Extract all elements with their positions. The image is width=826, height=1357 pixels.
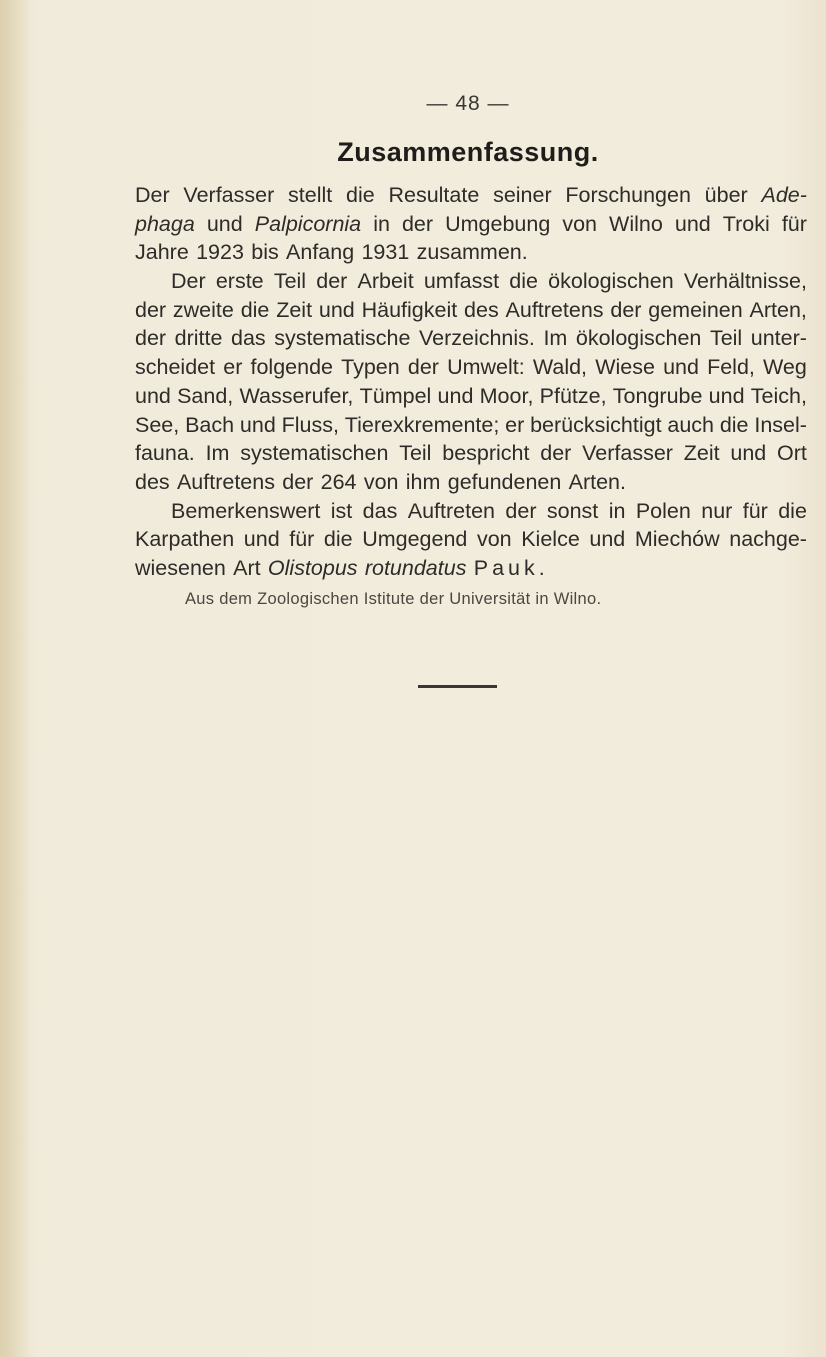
summary-body [135, 181, 807, 583]
word: ökologischen [548, 269, 674, 294]
institute-footnote: Aus dem Zoologischen Istitute der Universität in Wilno. [185, 590, 602, 608]
text-line-1 [135, 181, 807, 210]
word: zusammen. [416, 240, 528, 265]
word: gefundenen [447, 469, 562, 494]
text-line-12 [135, 497, 807, 526]
word: Teil [709, 326, 743, 351]
word: Bemerkenswert [171, 498, 321, 523]
word: phaga [135, 211, 195, 236]
word: Verfasser [582, 441, 673, 466]
word: gemeinen [648, 297, 743, 322]
word: bis [251, 240, 279, 265]
word: Anfang [286, 240, 355, 265]
word: von [562, 211, 597, 236]
word: und [318, 297, 355, 322]
word: Palpicornia [254, 211, 362, 236]
word: scheidet [135, 355, 216, 380]
word: bespricht [442, 441, 530, 466]
word: Auftretens [505, 297, 604, 322]
text-line-14 [135, 554, 807, 583]
word: Verhältnisse, [683, 269, 807, 294]
word: Verfasser [183, 183, 275, 207]
word: und [708, 383, 745, 408]
word: Jahre [135, 240, 189, 265]
word: auch [667, 412, 714, 437]
word: Fluss, [281, 412, 339, 437]
word: das [362, 498, 398, 523]
word: Auftretens [176, 469, 275, 494]
word: Arbeit [357, 269, 414, 294]
word: Teich, [750, 383, 807, 408]
word: Kielce [521, 527, 580, 552]
word: des [464, 297, 499, 322]
word: Resultate [388, 183, 480, 207]
word: Im [543, 326, 568, 351]
word: Bach [185, 412, 235, 437]
word: in [608, 498, 626, 523]
species-epithet: rotundatus [364, 555, 467, 580]
word: Umgebung [445, 211, 551, 236]
word: Wald, [532, 355, 588, 380]
word: ihm [405, 469, 441, 494]
word: 264 [320, 469, 357, 494]
word: für [742, 498, 768, 523]
author-name: Pauk. [473, 555, 549, 580]
word: 1931 [361, 240, 410, 265]
word: und [239, 412, 276, 437]
word: Troki [722, 211, 770, 236]
word: der [135, 297, 167, 322]
word: die [509, 269, 538, 294]
word: Umgegend [362, 527, 468, 552]
word: unter- [750, 326, 807, 351]
word: für [781, 211, 807, 236]
word: der [135, 326, 167, 351]
word: Wasserufer, [239, 383, 354, 408]
word: Teil [273, 269, 307, 294]
word: und [589, 527, 626, 552]
word: Wiese [595, 355, 655, 380]
word: er [223, 355, 243, 380]
word: Art [233, 555, 261, 580]
word: und [674, 211, 711, 236]
word: Ade- [761, 183, 807, 207]
word: Tongrube [612, 383, 703, 408]
word: die [778, 498, 807, 523]
text-line-5 [135, 296, 807, 325]
text-line-4 [135, 267, 807, 296]
word: die [719, 412, 749, 437]
word: der [505, 498, 537, 523]
word: Umwelt: [447, 355, 525, 380]
word: Der [135, 183, 170, 207]
text-line-2 [135, 210, 807, 239]
word: seiner [493, 183, 552, 207]
word: der [316, 269, 348, 294]
word: sonst [546, 498, 599, 523]
word: berücksichtigt [530, 412, 662, 437]
text-line-8 [135, 382, 807, 411]
word: Arten. [568, 469, 626, 494]
word: Der [171, 269, 206, 294]
word: Moor, [479, 383, 534, 408]
word: des [135, 469, 170, 494]
word: nachge- [729, 527, 807, 552]
word: Arten, [749, 297, 807, 322]
word: 1923 [196, 240, 244, 265]
word: Teil [399, 441, 432, 466]
word: der [401, 211, 434, 236]
word: Sand, [177, 383, 234, 408]
end-rule [418, 685, 497, 688]
page-number: — 48 — [426, 92, 510, 115]
word: nur [701, 498, 733, 523]
text-line-10 [135, 439, 807, 468]
word: Weg [763, 355, 807, 380]
word: Forschungen [565, 183, 691, 207]
section-title: Zusammenfassung. [337, 137, 599, 167]
word: und [730, 441, 767, 466]
word: Zeit [683, 441, 720, 466]
word: Im [205, 441, 230, 466]
species-genus: Olistopus [267, 555, 358, 580]
word: erste [215, 269, 264, 294]
word: von [476, 527, 512, 552]
word: das [230, 326, 266, 351]
word: Miechów [634, 527, 720, 552]
word: Häufigkeit [361, 297, 458, 322]
word: Typen [341, 355, 400, 380]
word: See, [135, 412, 180, 437]
word: der [282, 469, 314, 494]
word: und [437, 383, 474, 408]
word: und [243, 527, 280, 552]
word: ökologischen [575, 326, 702, 351]
word: Polen [635, 498, 691, 523]
page-spine-shadow [0, 0, 30, 1357]
word: fauna. [135, 441, 195, 466]
word: der [407, 355, 439, 380]
word: die [323, 527, 353, 552]
word: Tierexkremente; [344, 412, 500, 437]
text-line-6 [135, 324, 807, 353]
word: Zeit [276, 297, 313, 322]
word: umfasst [423, 269, 500, 294]
word: zweite [172, 297, 234, 322]
word: der [610, 297, 642, 322]
word: stellt [288, 183, 333, 207]
word: dritte [174, 326, 223, 351]
word: systematische [274, 326, 411, 351]
word: er [505, 412, 525, 437]
word: die [346, 183, 375, 207]
text-line-13 [135, 525, 807, 554]
word: Feld, [707, 355, 755, 380]
word: und [135, 383, 171, 408]
word: ist [330, 498, 353, 523]
word: Ort [777, 441, 807, 466]
word: Verzeichnis. [418, 326, 535, 351]
word: Auftreten [407, 498, 495, 523]
word: Insel- [754, 412, 807, 437]
word: der [540, 441, 572, 466]
word: Pfütze, [539, 383, 607, 408]
text-line-7 [135, 353, 807, 382]
word: von [363, 469, 399, 494]
word: über [704, 183, 748, 207]
word: Karpathen [135, 527, 235, 552]
text-line-11 [135, 468, 807, 497]
word: die [240, 297, 270, 322]
word: für [289, 527, 315, 552]
word: systematischen [240, 441, 389, 466]
word: folgende [250, 355, 333, 380]
word: und [663, 355, 699, 380]
text-line-3 [135, 238, 807, 267]
word: in [373, 211, 390, 236]
word: und [206, 211, 243, 236]
word: Wilno [609, 211, 663, 236]
word: wiesenen [135, 555, 226, 580]
text-line-9 [135, 411, 807, 440]
word: Tümpel [359, 383, 432, 408]
